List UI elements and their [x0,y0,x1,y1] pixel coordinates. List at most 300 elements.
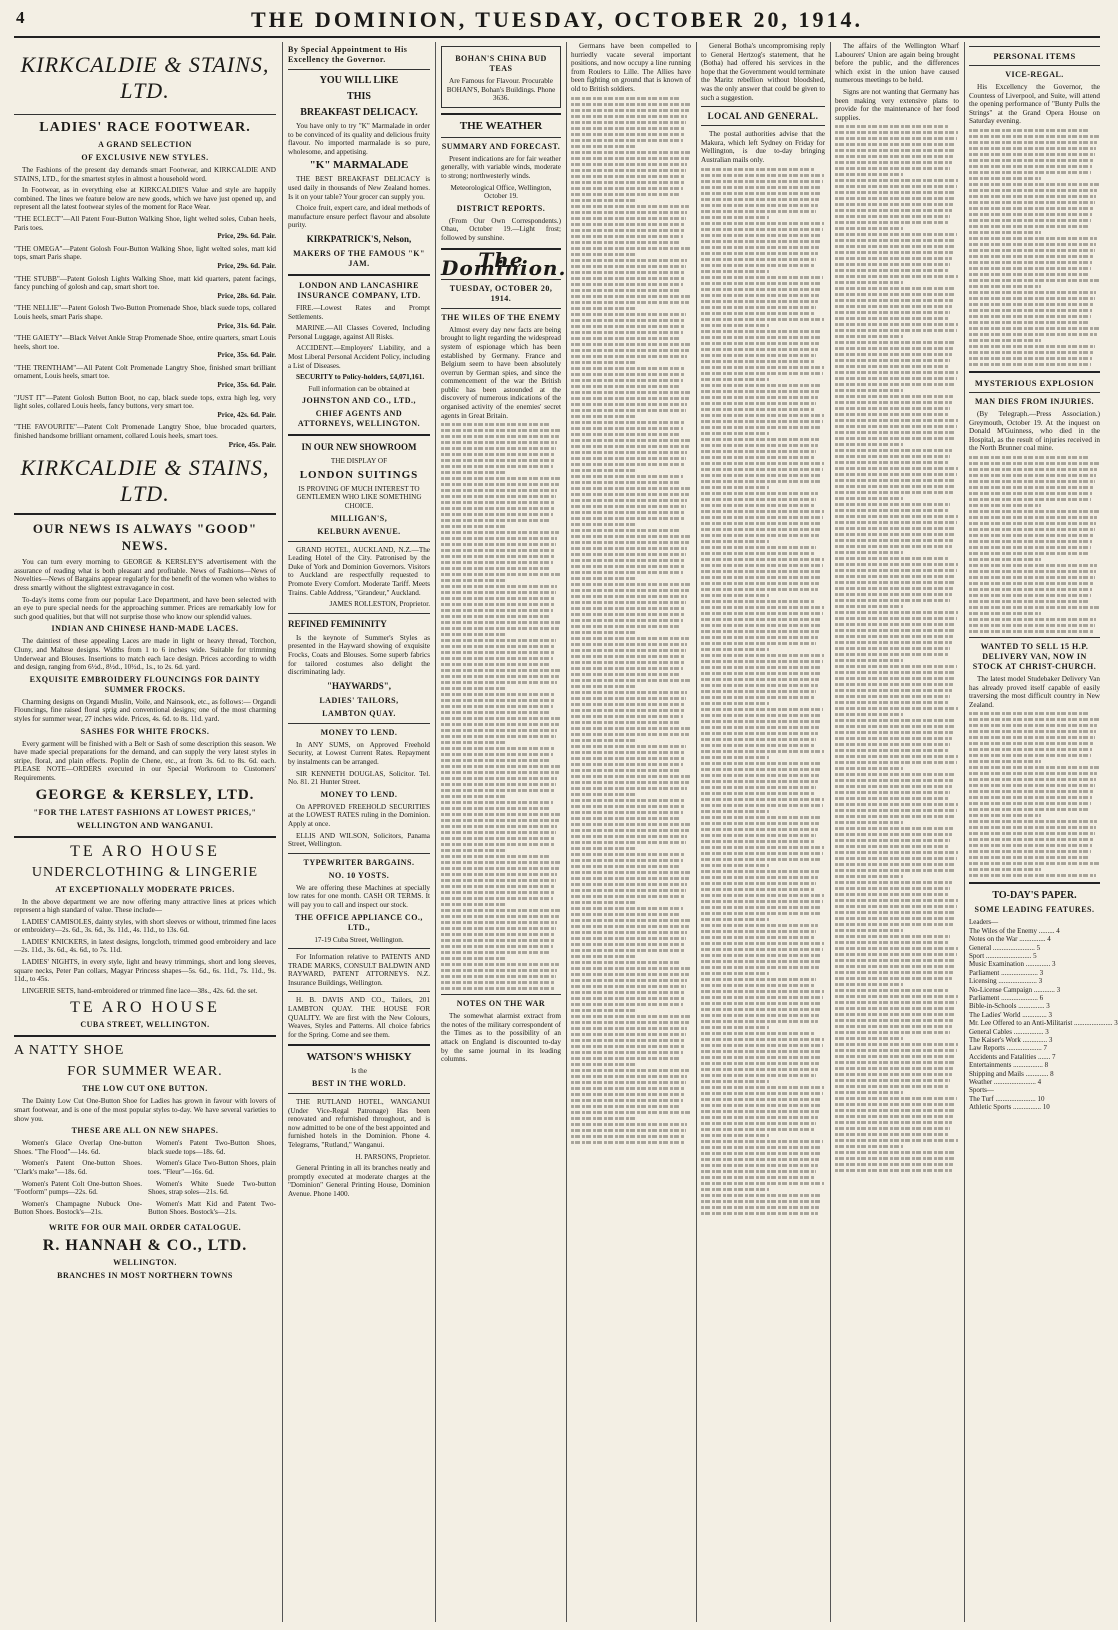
text-line [969,778,1096,781]
notes-body: The somewhat alarmist extract from the notes of the military correspondent of the Times as to the possibility of an attack on England is discounted to-day by the same journal in its leading columns. [441,1012,561,1064]
text-line [835,1103,955,1106]
text-line [969,534,1093,537]
text-line [835,623,955,626]
text-line [441,597,555,600]
shoe-item [14,364,276,390]
text-line [441,957,507,960]
text-line [441,723,559,726]
text-line [969,165,1092,168]
text-line [701,834,816,837]
text-line [441,591,556,594]
text-line [835,995,958,998]
text-line [571,931,687,934]
text-line [571,1141,684,1144]
divider [288,1093,430,1094]
text-line [701,1050,821,1053]
text-line [835,485,954,488]
text-line [571,667,683,670]
marmalade-body-2: THE BEST BREAKFAST DELICACY is used daily in thousands of New Zealand homes. Is it on your table? Your grocer can supply you. [288,175,430,201]
text-line [835,227,903,230]
text-line [969,624,1095,627]
text-line [571,157,689,160]
text-line [835,203,953,206]
text-line [835,605,903,608]
text-line [701,492,818,495]
text-line [835,851,958,854]
is-the: Is the [351,1067,367,1076]
text-line [969,546,1091,549]
text-line [701,858,821,861]
text-line [571,745,686,748]
text-line [835,563,958,566]
text-line [969,600,1090,603]
full-info: Full information can be obtained at [308,384,410,393]
text-line [835,1049,957,1052]
divider [288,274,430,276]
text-line [835,497,903,500]
text-line [701,258,816,261]
text-line [835,701,949,704]
text-line [441,771,559,774]
text-line [835,1055,955,1058]
text-line [701,192,820,195]
text-line [701,438,819,441]
text-line [701,1146,821,1149]
text-line [441,825,557,828]
text-line [441,693,555,696]
contents-item: Entertainments ................. 8 [969,1061,1049,1070]
column-advertisements [14,42,276,1620]
text-line [969,582,1093,585]
kirkpatrick-makers: MAKERS OF THE FAMOUS "K" JAM. [293,248,425,268]
text-line [701,1140,823,1143]
text-line [701,840,815,843]
text-line [835,341,954,344]
mail-order: WRITE FOR OUR MAIL ORDER CATALOGUE. [48,1222,242,1232]
war-body: Germans have been compelled to hurriedly vacate several important positions, and now occupy a line running from Roulers to Lille. The Allies have been fighting on ground that is known of old to British soldiers. [571,42,691,93]
weather-body: Present indications are for fair weather generally, with variable winds, moderate to strong; northwesterly winds. [441,154,561,180]
this: THIS [347,91,371,102]
text-line [969,480,1095,483]
text-line [441,903,507,906]
text-line [441,555,554,558]
text-line [571,547,687,550]
text-line [571,649,686,652]
shoe-desc: "THE TRENTHAM"—All Patent Colt Promenade Langtry Shoe, finished smart brilliant ornament, Louis heels, smart toe. [14,363,276,381]
text-line [701,876,818,879]
text-line [835,299,953,302]
text-line [571,769,681,772]
text-line [835,515,958,518]
laces-heading: INDIAN AND CHINESE HAND-MADE LACES. [51,624,239,634]
local-general-heading: LOCAL AND GENERAL. [707,111,819,122]
text-line [835,833,952,836]
printing: General Printing in all its branches neatly and promptly executed at moderate charges at the "Dominion" General Printing House, Dominion Avenue. Phone 1400. [288,1164,430,1198]
text-line [571,169,686,172]
mystery-body: (By Telegraph.—Press Association.) Greymouth, October 19. At the inquest on Donald M'Guinness, who died in the Hospital, as the result of injuries received in the North Brunner coal mine. [969,409,1100,453]
text-line [969,492,1092,495]
text-line [835,557,949,560]
text-line [969,159,1093,162]
divider [288,991,430,992]
te-aro-address: CUBA STREET, WELLINGTON. [80,1020,210,1030]
text-line [969,868,1041,871]
text-line [441,459,554,462]
contents-item: Accidents and Fatalities ....... 7 [969,1052,1056,1061]
text-line [571,421,684,424]
divider [701,106,825,107]
text-line [835,587,953,590]
text-line [969,141,1097,144]
body-text [835,125,959,1172]
text-line [969,351,1093,354]
text-line [701,1152,820,1155]
text-line [441,639,556,642]
local-body: The postal authorities advise that the Makura, which left Sydney on Friday for Wellington, is due to-day bringing Australian mails only. [701,130,825,164]
shoe-item [14,423,276,449]
shape-item: Women's Patent One-button Shoes. "Clark's make"—18s. 6d. [14,1159,142,1176]
divider [969,637,1100,638]
text-line [701,702,769,705]
text-line [571,1123,687,1126]
text-line [571,1009,637,1012]
news-body: You can turn every morning to GEORGE & KERSLEY'S advertisement with the assurance of reading what is both pleasant and profitable. News of Fashions—News of Novelties—News of Bargains appear regularly for the benefit of the women who wishes to dress smartly without the slightest extravagance in cost. [14,558,276,592]
text-line [441,891,554,894]
contents-item: General Cables ................. 3 [969,1027,1049,1036]
divider [441,994,561,995]
text-line [835,491,953,494]
text-line [701,996,823,999]
text-line [969,570,1096,573]
text-line [969,285,1041,288]
text-line [835,641,952,644]
hannah-place: WELLINGTON. [113,1257,177,1267]
text-line [835,815,955,818]
text-line [701,780,818,783]
text-line [571,853,684,856]
district-reports: DISTRICT REPORTS. [456,203,546,213]
text-line [701,642,816,645]
column-rule [566,42,567,1622]
text-line [835,755,958,758]
text-line [701,744,815,747]
text-line [701,618,821,621]
text-line [701,1158,819,1161]
text-line [701,480,820,483]
text-line [835,827,953,830]
text-line [969,724,1097,727]
text-line [969,474,1096,477]
text-line [571,1093,684,1096]
divider [288,948,430,949]
text-line [701,1074,816,1077]
text-line [701,252,818,255]
text-line [701,870,819,873]
text-line [835,593,952,596]
text-line [835,1007,955,1010]
text-line [571,493,689,496]
text-line [701,750,824,753]
text-line [835,233,957,236]
text-line [835,1145,903,1148]
text-line [441,729,557,732]
text-line [701,594,769,597]
text-line [571,1099,683,1102]
text-line [571,277,684,280]
text-line [969,498,1091,501]
text-line [571,271,685,274]
text-line [571,1051,683,1054]
text-line [571,601,686,604]
text-line [701,1014,819,1017]
text-line [571,289,681,292]
text-line [701,294,819,297]
text-line [571,115,687,118]
text-line [571,361,637,364]
text-line [441,981,555,984]
personal-text [969,129,1100,366]
text-line [835,269,949,272]
text-line [571,1003,683,1006]
text-line [701,672,820,675]
shoe-price: Price, 31s. 6d. Pair. [217,321,276,330]
met-office: Meteorological Office, Wellington, October 19. [450,183,552,201]
text-line [835,401,952,404]
text-line [835,905,957,908]
text-line [835,245,954,248]
text-line [441,519,551,522]
text-line [571,973,689,976]
text-line [701,270,769,273]
text-line [441,531,559,534]
text-line [571,835,687,838]
text-line [835,209,952,212]
page-number: 4 [16,8,25,27]
text-line [701,276,823,279]
text-line [969,249,1095,252]
text-line [701,906,821,909]
text-line [701,354,816,357]
text-line [571,613,684,616]
text-line [969,462,1099,465]
insurance-security: SECURITY to Policy-holders, £4,071,161. [296,373,425,382]
text-line [969,760,1041,763]
text-line [441,765,560,768]
text-line [835,761,957,764]
text-line [441,861,560,864]
text-line [571,697,686,700]
text-line [969,784,1095,787]
shoe-price: Price, 29s. 6d. Pair. [217,261,276,270]
display-of: THE DISPLAY OF [330,457,388,466]
text-line [441,513,553,516]
column-rule [282,42,283,1622]
text-line [701,660,823,663]
contents-item: Weather ........................ 4 [969,1078,1042,1087]
kirkcaldie-title: KIRKCALDIE & STAINS, LTD. [20,52,270,103]
text-line [571,949,684,952]
shoe-item [14,334,276,360]
text-line [701,1086,824,1089]
text-line [701,432,769,435]
divider [288,613,430,614]
text-line [969,303,1093,306]
germany-body: Signs are not wanting that Germany has been making very extensive plans to provide for the maintenance of her food supplies. [835,87,959,122]
text-line [441,915,559,918]
divider [288,69,430,70]
text-line [701,804,823,807]
text-line [571,535,690,538]
text-line [835,809,957,812]
text-line [835,1139,958,1142]
text-line [701,384,820,387]
text-line [701,588,818,591]
text-line [701,636,818,639]
bohan-sub: Are Famous for Flavour. Procurable BOHAN'S, Bohan's Buildings. Phone 3636. [446,77,556,103]
text-line [835,797,949,800]
text-line [441,471,507,474]
shoe-price: Price, 29s. 6d. Pair. [217,232,276,241]
text-line [701,1056,820,1059]
text-line [701,390,819,393]
contents-item: The Turf ....................... 10 [969,1094,1045,1103]
text-line [969,357,1092,360]
te-aro-item: LADIES' NIGHTS, in every style, light and heavy trimmings, short and long sleeves, square necks, Peter Pan collars, Magyar Princess shapes—5s. 6d., 6s. 11d., 7s. 11d., 9s. 11d., to 45s. [14,958,276,984]
text-line [835,179,958,182]
text-line [701,1068,818,1071]
you-will-like: YOU WILL LIKE [319,75,399,86]
text-line [835,1109,954,1112]
text-line [571,205,689,208]
text-line [571,889,686,892]
text-line [701,198,819,201]
text-line [701,1182,824,1185]
text-line [441,549,555,552]
text-line [969,213,1092,216]
text-line [571,133,684,136]
text-line [835,539,953,542]
te-aro-item: LADIES' KNICKERS, in latest designs, longcloth, trimmed good embroidery and lace—2s. 11d., 3s. 6d., 4s. 6d., to 7s. 11d. [14,937,276,955]
column-rule [696,42,697,1622]
text-line [969,766,1099,769]
showroom: IN OUR NEW SHOWROOM [301,442,417,453]
text-line [835,509,949,512]
te-aro-title: TE ARO HOUSE [70,842,220,860]
text-line [701,540,769,543]
contents-item: The Ladies' World .............. 3 [969,1010,1052,1019]
text-line [969,820,1097,823]
text-line [441,525,507,528]
text-line [835,617,957,620]
text-line [441,747,554,750]
text-line [441,927,556,930]
column-editorial [441,42,567,1620]
text-line [701,990,824,993]
text-line [701,666,821,669]
text-line [441,987,554,990]
text-line [701,456,815,459]
text-line [969,504,1041,507]
text-line [969,243,1096,246]
text-line [571,319,685,322]
text-line [441,789,555,792]
text-line [571,655,685,658]
text-line [969,856,1090,859]
text-line [441,489,557,492]
text-line [571,97,681,100]
text-line [701,612,823,615]
shoe-list [14,215,276,449]
text-line [969,612,1041,615]
text-line [835,167,950,170]
special-appointment: By Special Appointment to His Excellency the Governor. [288,45,408,64]
leading-features: SOME LEADING FEATURES. [974,905,1095,915]
text-line [441,621,560,624]
text-line [835,521,957,524]
text-line [441,831,556,834]
text-line [701,372,823,375]
text-line [701,1026,769,1029]
text-line [571,505,686,508]
text-line [969,309,1092,312]
text-line [701,180,823,183]
text-line [835,791,950,794]
text-line [701,234,821,237]
footwear-heading: LADIES' RACE FOOTWEAR. [39,120,251,135]
contents-item: Sport .......................... 5 [969,951,1037,960]
text-line [571,583,690,586]
text-line [441,963,559,966]
text-line [835,881,952,884]
text-line [701,1212,818,1215]
breakfast-delicacy: BREAKFAST DELICACY. [300,107,418,118]
text-line [701,678,819,681]
text-line [835,725,954,728]
summary-forecast: SUMMARY AND FORECAST. [441,141,561,151]
text-line [835,1127,950,1130]
text-line [441,873,557,876]
text-line [571,781,689,784]
text-line [571,463,685,466]
text-line [701,1116,818,1119]
text-line [835,737,952,740]
text-line [571,643,687,646]
text-line [835,389,903,392]
text-line [571,253,637,256]
text-line [701,1176,815,1179]
text-line [441,663,551,666]
text-line [571,907,683,910]
text-line [441,507,554,510]
text-line [835,323,958,326]
text-line [835,1067,953,1070]
text-line [835,185,957,188]
text-line [701,1038,824,1041]
text-line [701,816,820,819]
text-line [835,869,954,872]
contents-list [969,918,1118,1112]
text-line [701,1080,769,1083]
text-line [701,342,819,345]
refined: REFINED FEMININITY [288,618,387,629]
text-line [701,168,815,171]
office-address: 17-19 Cuba Street, Wellington. [314,935,404,944]
text-line [969,219,1091,222]
text-line [571,751,685,754]
text-line [701,984,815,987]
text-line [701,498,816,501]
text-line [969,345,1095,348]
